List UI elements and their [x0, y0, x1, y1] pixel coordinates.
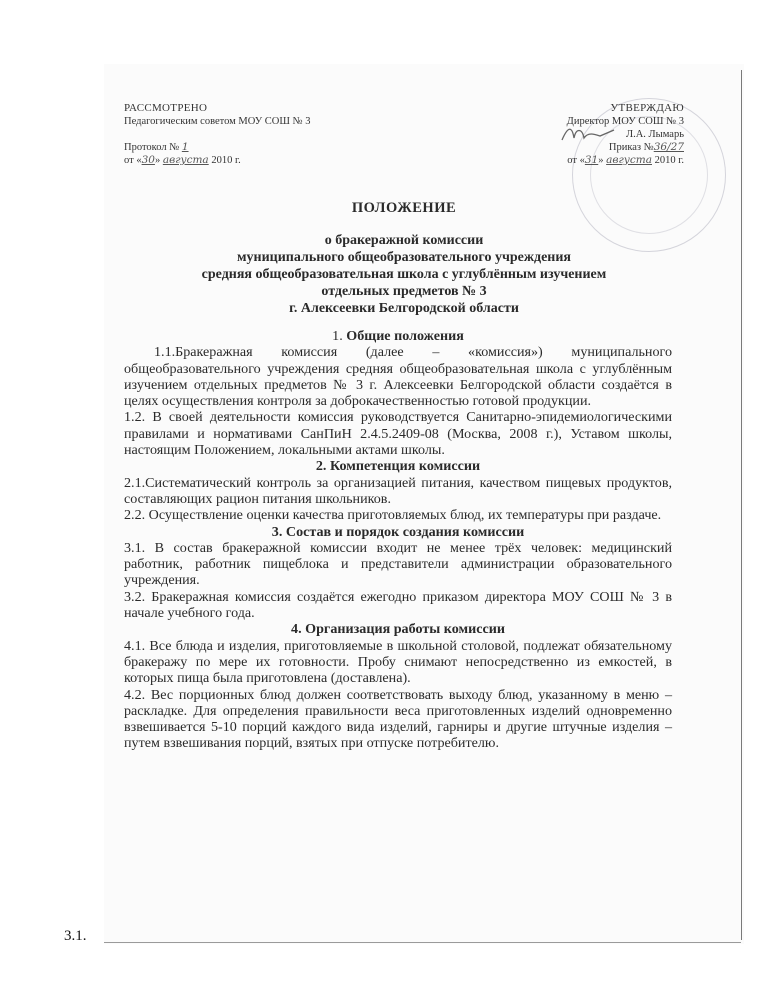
paragraph-1-2: 1.2. В своей деятельности комиссия руководствуется Санитарно-эпидемиологическими правилами и нормативами СанПиН 2.4.5.2409-08 (Москва, 2008 г.), Уставом школы, настоящим Положением, локальными актами школы. [124, 409, 672, 459]
section-heading-3: 3. Состав и порядок создания комиссии [271, 523, 525, 540]
reviewed-date: от «30» августа 2010 г. [124, 154, 241, 166]
paragraph-2-1: 2.1.Систематический контроль за организацией питания, качеством пищевых продуктов, составляющих рацион питания школьников. [124, 474, 672, 507]
section-heading-4: 4. Организация работы комиссии [291, 621, 505, 638]
paragraph-2-2: 2.2. Осуществление оценки качества приготовляемых блюд, их температуры при раздаче. [124, 507, 662, 524]
reviewed-council: Педагогическим советом МОУ СОШ № 3 [124, 116, 311, 127]
approved-heading: УТВЕРЖДАЮ [610, 102, 684, 114]
order-number: 36/27 [653, 141, 684, 153]
subtitle-line: отдельных предметов № 3 [321, 284, 487, 299]
approved-director: Директор МОУ СОШ № 3 [566, 116, 684, 127]
subtitle-line: г. Алексеевки Белгородской области [289, 301, 519, 316]
protocol-number: 1 [181, 141, 189, 153]
page-border-bottom [104, 942, 741, 943]
approval-reviewed-block [124, 102, 311, 167]
paragraph-4-2: 4.2. Вес порционных блюд должен соответствовать выходу блюд, указанному в меню – раскладке. Для определения правильности веса приготовленных изделий одновременно взвешивается 5-10 порций каждого вида изделий, гарниры и другие штучные изделия – путем взвешивания порций, взятых при отпуске потребителю. [124, 686, 672, 752]
approval-approved-block [567, 102, 684, 167]
paragraph-3-1: 3.1. В состав бракеражной комиссии входит не менее трёх человек: медицинский работник, работник пищеблока и представители администрации образовательного учреждения. [124, 539, 672, 589]
subtitle-line: средняя общеобразовательная школа с углублённым изучением [201, 267, 607, 282]
paragraph-1-1: 1.1.Бракеражная комиссия (далее – «комиссия») муниципального общеобразовательного учреждения средняя общеобразовательная школа с углублённым изучением отдельных предметов № 3 г. Алексеевки Белгородской области создаётся в целях осуществления контроля за доброкачественностью готовой продукции. [124, 344, 672, 410]
subtitle-line: муниципального общеобразовательного учреждения [236, 250, 571, 265]
corner-number: 3.1. [64, 928, 87, 944]
document-body [124, 328, 672, 752]
paragraph-3-2: 3.2. Бракеражная комиссия создаётся ежегодно приказом директора МОУ СОШ № 3 в начале учебного года. [124, 588, 672, 622]
page-border-right [741, 70, 742, 940]
protocol-line: Протокол № 1 [124, 141, 189, 153]
order-line: Приказ №36/27 [608, 141, 684, 153]
section-heading-1: 1. Общие положения [332, 328, 464, 344]
approved-signer: Л.А. Лымарь [625, 129, 684, 140]
reviewed-heading: РАССМОТРЕНО [124, 102, 208, 114]
document-subtitle [124, 232, 684, 317]
section-heading-2: 2. Компетенция комиссии [315, 458, 481, 475]
paragraph-4-1: 4.1. Все блюда и изделия, приготовляемые в школьной столовой, подлежат обязательному бракеражу по мере их готовности. Пробу снимают непосредственно из емкостей, в которых пища была приготовлена (доставлена). [124, 637, 672, 687]
approved-date: от «31» августа 2010 г. [567, 154, 684, 166]
document-title: ПОЛОЖЕНИЕ [351, 200, 457, 216]
subtitle-line: о бракеражной комиссии [324, 233, 484, 248]
